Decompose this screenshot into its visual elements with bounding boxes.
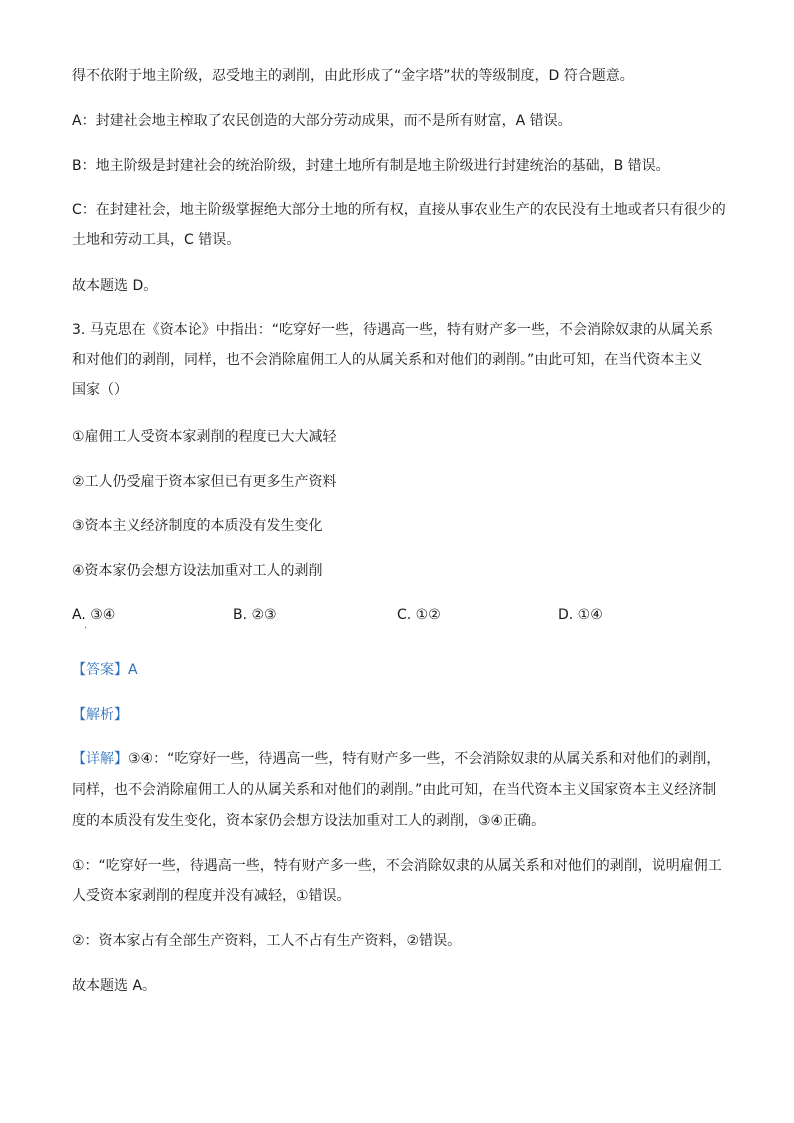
explanation-1-line1: ①：“吃穿好一些，待遇高一些，特有财产多一些，不会消除奴隶的从属关系和对他们的剥削，说明雇佣工	[72, 858, 722, 874]
statement-3: ③资本主义经济制度的本质没有发生变化	[72, 518, 323, 534]
question-stem-line3: 国家（）	[72, 382, 128, 398]
option-a: A. ③④	[72, 607, 116, 623]
detail-label: 【详解】	[72, 751, 128, 767]
option-c: C. ①②	[397, 607, 441, 623]
statement-1: ①雇佣工人受资本家剥削的程度已大大减轻	[72, 429, 337, 445]
analysis-label: 【解析】	[72, 707, 128, 723]
answer-label: 【答案】A	[72, 662, 138, 678]
stray-mark: .	[84, 620, 88, 631]
option-d: D. ①④	[558, 607, 603, 623]
prev-conclusion: 故本题选 D。	[72, 278, 158, 294]
explanation-1-line2: 人受资本家剥削的程度并没有减轻，①错误。	[72, 888, 351, 904]
option-b: B. ②③	[233, 607, 277, 623]
statement-2: ②工人仍受雇于资本家但已有更多生产资料	[72, 474, 337, 490]
prev-option-b-explanation: B：地主阶级是封建社会的统治阶级，封建土地所有制是地主阶级进行封建统治的基础，B 错误。	[72, 158, 670, 174]
detail-line3: 度的本质没有发生变化，资本家仍会想方设法加重对工人的剥削，③④正确。	[72, 813, 546, 829]
answer-conclusion: 故本题选 A。	[72, 978, 157, 994]
detail-line1-text: ③④：“吃穿好一些，待遇高一些，特有财产多一些，不会消除奴隶的从属关系和对他们的剥削，	[128, 751, 721, 767]
prev-option-c-explanation-line1: C：在封建社会，地主阶级掌握绝大部分土地的所有权，直接从事农业生产的农民没有土地或者只有很少的	[72, 202, 726, 218]
question-stem-line1: 3. 马克思在《资本论》中指出：“吃穿好一些，待遇高一些，特有财产多一些，不会消除奴隶的从属关系	[72, 322, 714, 338]
prev-option-c-explanation-line2: 土地和劳动工具，C 错误。	[72, 232, 241, 248]
prev-option-a-explanation: A：封建社会地主榨取了农民创造的大部分劳动成果，而不是所有财富，A 错误。	[72, 113, 572, 129]
detail-line1	[72, 749, 720, 769]
statement-4: ④资本家仍会想方设法加重对工人的剥削	[72, 563, 323, 579]
prev-explanation-line: 得不依附于地主阶级，忍受地主的剥削，由此形成了“金字塔”状的等级制度，D 符合题意。	[72, 68, 634, 84]
detail-line2: 同样，也不会消除雇佣工人的从属关系和对他们的剥削。”由此可知，在当代资本主义国家资本主义经济制	[72, 782, 717, 798]
question-stem-line2: 和对他们的剥削，同样，也不会消除雇佣工人的从属关系和对他们的剥削。”由此可知，在当代资本主义	[72, 352, 703, 368]
explanation-2: ②：资本家占有全部生产资料，工人不占有生产资料，②错误。	[72, 933, 462, 949]
